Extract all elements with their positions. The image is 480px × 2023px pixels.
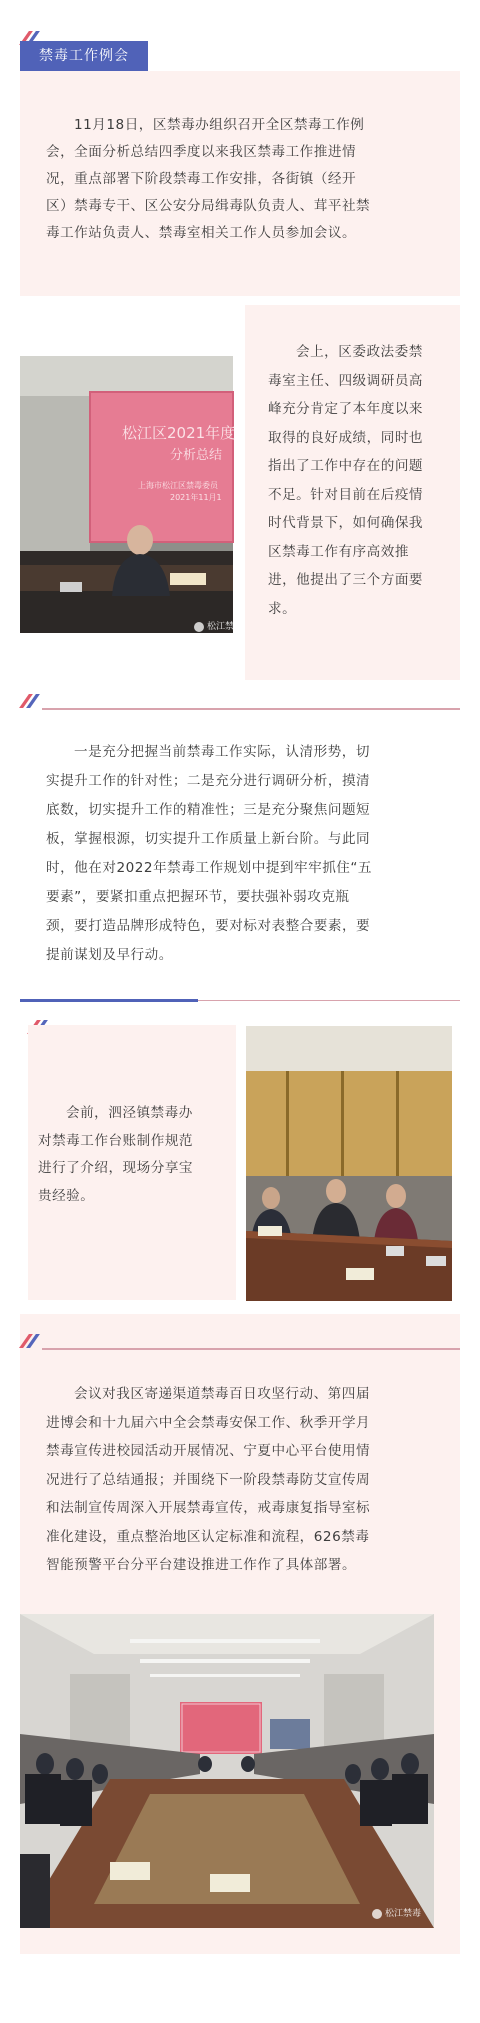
text-line: 时代背景下，如何确保我 (268, 515, 424, 531)
text-line: 进博会和十九届六中全会禁毒安保工作、秋季开学月 (46, 1414, 371, 1431)
conference-room-image (20, 1614, 434, 1928)
text-line: 况进行了总结通报；并围绕下一阶段禁毒防艾宣传周 (46, 1471, 371, 1488)
text-line: 和法制宣传周深入开展禁毒宣传，戒毒康复指导室标 (46, 1500, 371, 1516)
screen-title-text: 松江区2021年度 (122, 424, 236, 442)
text-line: 况，重点部署下阶段禁毒工作安排，各街镇（经开 (46, 171, 357, 187)
text-line: 毒室主任、四级调研员高 (268, 372, 424, 389)
text-line: 不足。针对目前在后疫情 (268, 486, 424, 503)
text-line: 指出了工作中存在的问题 (268, 458, 424, 474)
divider-line (42, 1348, 460, 1350)
screen-subtitle-text: 上海市松江区禁毒委员 (138, 481, 218, 490)
section-title-tab: 禁毒工作例会 (20, 41, 148, 71)
screen-title-text-2: 分析总结 (170, 448, 223, 463)
text-line: 提前谋划及早行动。 (46, 947, 173, 963)
meeting-room-photo (246, 1026, 452, 1301)
text-line: 会议对我区寄递渠道禁毒百日攻坚行动、第四届 (74, 1386, 370, 1402)
wechat-logo-icon (372, 1909, 382, 1919)
text-line: 进行了介绍，现场分享宝 (38, 1160, 194, 1176)
text-line: 区禁毒工作有序高效推 (268, 543, 409, 560)
text-line: 毒工作站负责人、禁毒室相关工作人员参加会议。 (46, 225, 357, 241)
photo-watermark: 松江禁毒 (194, 619, 243, 632)
text-line: 颈，要打造品牌形成特色，要对标对表整合要素，要 (46, 918, 371, 934)
requirements-paragraph (46, 738, 444, 970)
decorative-slash-icon (20, 1334, 42, 1348)
conference-room-photo (20, 1614, 434, 1928)
speech-paragraph (268, 338, 446, 623)
divider-line (42, 708, 460, 710)
text-line: 对禁毒工作台账制作规范 (38, 1132, 194, 1149)
divider-line-pink (198, 1000, 460, 1001)
meeting-room-image (246, 1026, 452, 1301)
text-line: 禁毒宣传进校园活动开展情况、宁夏中心平台使用情 (46, 1443, 371, 1459)
text-line: 实提升工作的针对性；二是充分进行调研分析，摸清 (46, 773, 371, 789)
divider-line-blue (20, 999, 198, 1002)
text-line: 板，掌握根源，切实提升工作质量上新台阶。与此同 (46, 831, 371, 847)
decorative-slash-icon (20, 694, 42, 708)
screen-date-text: 2021年11月1 (170, 493, 222, 502)
text-line: 底数，切实提升工作的精准性；三是充分聚焦问题短 (46, 802, 371, 818)
wechat-logo-icon (194, 622, 204, 632)
text-line: 贵经验。 (38, 1187, 95, 1204)
text-line: 准化建设，重点整治地区认定标准和流程，626禁毒 (46, 1528, 370, 1545)
text-line: 一是充分把握当前禁毒工作实际，认清形势，切 (74, 744, 370, 760)
text-line: 会上，区委政法委禁 (296, 344, 423, 360)
text-line: 取得的良好成绩，同时也 (268, 429, 424, 446)
text-line: 会，全面分析总结四季度以来我区禁毒工作推进情 (46, 144, 357, 160)
text-line: 会前，泗泾镇禁毒办 (66, 1105, 193, 1121)
text-line: 智能预警平台分平台建设推进工作作了具体部署。 (46, 1557, 357, 1573)
text-line: 要素”，要紧扣重点把握环节，要扶强补弱攻克瓶 (46, 889, 350, 905)
photo-watermark: 松江禁毒 (372, 1906, 421, 1919)
text-line: 求。 (268, 600, 297, 617)
text-line: 11月18日，区禁毒办组织召开全区禁毒工作例 (74, 117, 365, 133)
intro-paragraph (46, 112, 444, 247)
meeting-speaker-photo (20, 356, 244, 633)
text-line: 区）禁毒专干、区公安分局缉毒队负责人、茸平社禁 (46, 198, 371, 214)
text-line: 进，他提出了三个方面要 (268, 572, 424, 588)
sijing-paragraph (38, 1100, 228, 1210)
summary-paragraph (46, 1380, 444, 1580)
text-line: 时，他在对2022年禁毒工作规划中提到牢牢抓住“五 (46, 860, 373, 876)
text-line: 峰充分肯定了本年度以来 (268, 401, 424, 417)
